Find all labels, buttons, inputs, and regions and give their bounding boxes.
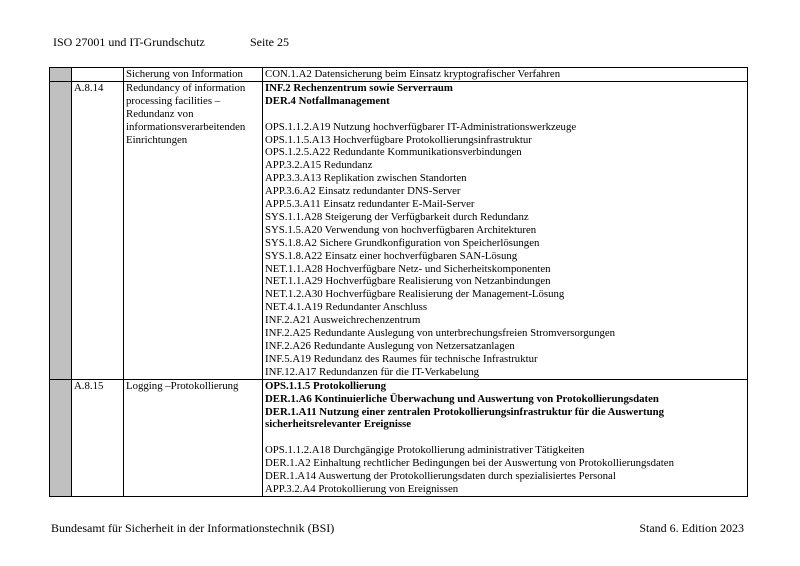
requirement-item: APP.5.3.A11 Einsatz redundanter E-Mail-Server [265, 198, 475, 211]
control-id-cell: A.8.15 [72, 379, 124, 496]
requirement-item: INF.2.A26 Redundante Auslegung von Netzersatzanlagen [265, 340, 515, 353]
requirement-item: APP.3.6.A2 Einsatz redundanter DNS-Server [265, 185, 461, 198]
header-page-number: Seite 25 [250, 35, 289, 49]
requirement-item: OPS.1.1.5.A13 Hochverfügbare Protokollierungsinfrastruktur [265, 133, 532, 146]
table-row [50, 379, 748, 496]
requirement-item: SYS.1.1.A28 Steigerung der Verfügbarkeit durch Redundanz [265, 210, 529, 223]
requirement-item: APP.3.2.A15 Redundanz [265, 159, 373, 172]
module-reference: OPS.1.1.5 Protokollierung [265, 379, 386, 392]
module-reference: DER.4 Notfallmanagement [265, 94, 390, 107]
requirement-item: INF.12.A17 Redundanzen für die IT-Verkabelung [265, 365, 480, 378]
requirement-item: NET.1.1.A29 Hochverfügbare Realisierung von Netzanbindungen [265, 275, 551, 288]
header-document-title: ISO 27001 und IT-Grundschutz [53, 35, 205, 49]
table-row [50, 81, 748, 379]
measures-cell [263, 81, 748, 379]
requirement-item: DER.1.A2 Einhaltung rechtlicher Bedingungen bei der Auswertung von Protokollierungsdaten [265, 457, 675, 470]
footer-edition: Stand 6. Edition 2023 [639, 521, 744, 535]
requirement-item: SYS.1.5.A20 Verwendung von hochverfügbaren Architekturen [265, 223, 537, 236]
requirement-item: SYS.1.8.A22 Einsatz einer hochverfügbaren SAN-Lösung [265, 249, 518, 262]
measures-cell [263, 379, 748, 496]
module-reference: INF.2 Rechenzentrum sowie Serverraum [265, 81, 453, 94]
requirement-item: DER.1.A14 Auswertung der Protokollierungsdaten durch spezialisiertes Personal [265, 470, 616, 483]
control-description-cell: Sicherung von Information [124, 68, 263, 82]
table-row [50, 68, 748, 82]
requirement-item: APP.3.3.A13 Replikation zwischen Standorten [265, 172, 467, 185]
control-description-cell: Logging –Protokollierung [124, 379, 263, 496]
gray-marker-cell [50, 379, 72, 496]
requirement-item: OPS.1.1.2.A18 Durchgängige Protokollierung administrativer Tätigkeiten [265, 444, 585, 457]
requirement-item: INF.5.A19 Redundanz des Raumes für technische Infrastruktur [265, 352, 538, 365]
control-description-cell: Redundancy of information processing facilities – Redundanz von informationsverarbeitenden Einrichtungen [124, 81, 263, 379]
module-reference: DER.1.A11 Nutzung einer zentralen Protokollierungsinfrastruktur für die Auswertung sicherheitsrelevanter Ereignisse [265, 405, 664, 431]
requirement-item: INF.2.A25 Redundante Auslegung von unterbrechungsfreien Stromversorgungen [265, 327, 616, 340]
requirement-item: NET.4.1.A19 Redundanter Anschluss [265, 301, 428, 314]
footer-publisher: Bundesamt für Sicherheit in der Informationstechnik (BSI) [51, 521, 335, 535]
control-id-cell: A.8.14 [72, 81, 124, 379]
requirement-item: INF.2.A21 Ausweichrechenzentrum [265, 314, 421, 327]
requirement-item: NET.1.1.A28 Hochverfügbare Netz- und Sicherheitskomponenten [265, 262, 551, 275]
requirement-item: APP.3.2.A4 Protokollierung von Ereignissen [265, 482, 459, 495]
mapping-table [49, 67, 748, 497]
measures-cell: CON.1.A2 Datensicherung beim Einsatz kryptografischer Verfahren [263, 68, 748, 82]
control-id-cell [72, 68, 124, 82]
gray-marker-cell [50, 81, 72, 379]
requirement-item: OPS.1.2.5.A22 Redundante Kommunikationsverbindungen [265, 146, 522, 159]
requirement-item: NET.1.2.A30 Hochverfügbare Realisierung der Management-Lösung [265, 288, 565, 301]
requirement-item: OPS.1.1.2.A19 Nutzung hochverfügbarer IT-Administrationswerkzeuge [265, 120, 577, 133]
module-reference: DER.1.A6 Kontinuierliche Überwachung und Auswertung von Protokollierungsdaten [265, 392, 659, 405]
gray-marker-cell [50, 68, 72, 82]
requirement-item: SYS.1.8.A2 Sichere Grundkonfiguration von Speicherlösungen [265, 236, 540, 249]
